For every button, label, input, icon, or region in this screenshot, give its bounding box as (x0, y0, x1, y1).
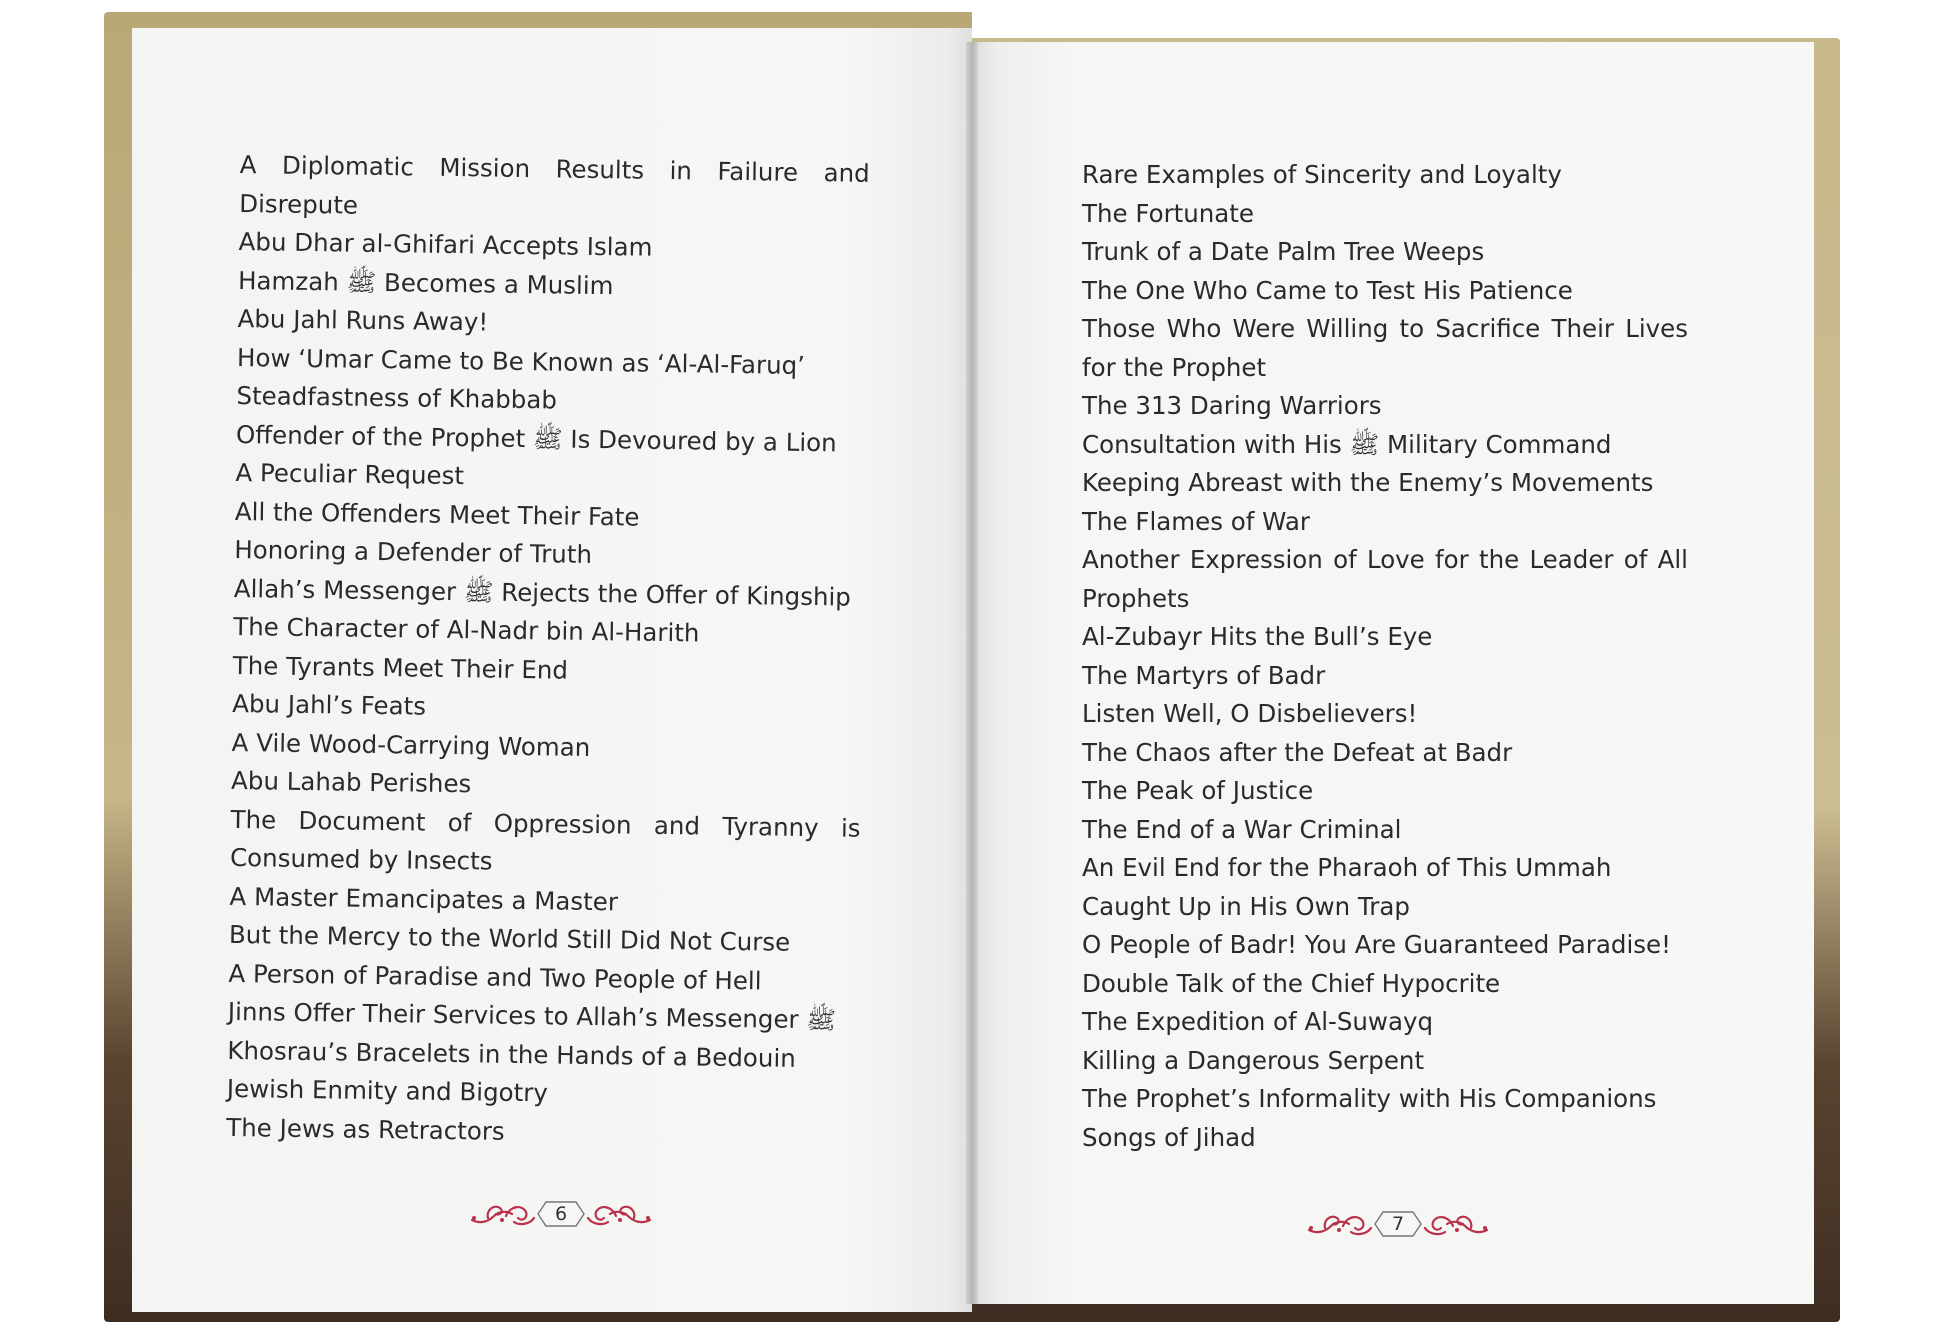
toc-entry: Abu Jahl’s Feats (232, 688, 427, 721)
toc-entry: Jewish Enmity and Bigotry (226, 1073, 549, 1108)
toc-entry: The Fortunate (1082, 198, 1254, 228)
toc-entry: The Peak of Justice (1082, 776, 1314, 805)
toc-entry: The Tyrants Meet Their End (232, 650, 569, 685)
toc-entry: Those Who Were Willing to Sacrifice Their Lives for the Prophet (1082, 314, 1688, 382)
toc-entry: Keeping Abreast with the Enemy’s Movements (1082, 468, 1654, 497)
toc-entry: Honoring a Defender of Truth (234, 534, 593, 569)
toc-entry: How ‘Umar Came to Be Known as ‘Al-Al-Faruq’ (236, 342, 806, 380)
toc-entry: Another Expression of Love for the Leader of All Prophets (1082, 545, 1688, 613)
toc-entry: Abu Dhar al-Ghifari Accepts Islam (238, 226, 653, 262)
toc-entry: The End of a War Criminal (1082, 814, 1402, 844)
toc-entry: The Document of Oppression and Tyranny is Consumed by Insects (229, 804, 861, 876)
toc-entry: Trunk of a Date Palm Tree Weeps (1082, 237, 1485, 266)
toc-entry: Steadfastness of Khabbab (236, 380, 558, 415)
toc-entry: Hamzah ﷺ Becomes a Muslim (237, 265, 614, 300)
toc-entry: Killing a Dangerous Serpent (1082, 1045, 1425, 1075)
toc-entry: A Diplomatic Mission Results in Failure and Disrepute (239, 149, 870, 220)
toc-entry: Allah’s Messenger ﷺ Rejects the Offer of Kingship (233, 573, 852, 612)
toc-entry: The Martyrs of Badr (1082, 660, 1326, 690)
toc-entry: Jinns Offer Their Services to Allah’s Messenger ﷺ (227, 996, 837, 1035)
toc-entry: The One Who Came to Test His Patience (1082, 275, 1573, 305)
toc-entry: Rare Examples of Sincerity and Loyalty (1082, 160, 1562, 189)
toc-entry: The Character of Al-Nadr bin Al-Harith (233, 611, 700, 648)
toc-entry: An Evil End for the Pharaoh of This Ummah (1082, 853, 1612, 882)
toc-entry: But the Mercy to the World Still Did Not Curse (228, 919, 791, 957)
toc-entry: Caught Up in His Own Trap (1082, 891, 1410, 921)
toc-entry: A Vile Wood-Carrying Woman (231, 727, 591, 762)
toc-entry: The 313 Daring Warriors (1082, 391, 1382, 420)
toc-entry: The Flames of War (1082, 506, 1310, 536)
toc-entry: Khosrau’s Bracelets in the Hands of a Bedouin (227, 1035, 796, 1073)
table-of-contents-left (226, 146, 870, 1156)
toc-entry: The Prophet’s Informality with His Companions (1082, 1084, 1657, 1113)
table-of-contents-right (1082, 156, 1688, 1157)
toc-entry: The Expedition of Al-Suwayq (1082, 1007, 1434, 1036)
toc-entry: Double Talk of the Chief Hypocrite (1082, 968, 1501, 998)
toc-entry: Offender of the Prophet ﷺ Is Devoured by a Lion (235, 419, 837, 457)
toc-entry: Abu Jahl Runs Away! (237, 303, 489, 337)
toc-entry: Songs of Jihad (1082, 1122, 1256, 1152)
toc-entry: Abu Lahab Perishes (230, 765, 472, 799)
toc-entry: A Master Emancipates a Master (229, 881, 619, 916)
toc-entry: Listen Well, O Disbelievers! (1082, 699, 1418, 728)
toc-entry: A Person of Paradise and Two People of Hell (228, 958, 762, 995)
page-number: 7 (1391, 1213, 1405, 1235)
toc-entry: O People of Badr! You Are Guaranteed Paradise! (1082, 930, 1671, 959)
page-number-left (466, 1194, 656, 1234)
book-gutter (966, 42, 978, 1304)
toc-entry: Al-Zubayr Hits the Bull’s Eye (1082, 622, 1433, 651)
toc-entry: Consultation with His ﷺ Military Command (1082, 429, 1612, 459)
toc-entry: A Peculiar Request (235, 457, 465, 491)
toc-entry: The Chaos after the Defeat at Badr (1082, 737, 1513, 767)
page-number: 6 (554, 1203, 568, 1225)
toc-entry: All the Offenders Meet Their Fate (234, 496, 640, 532)
toc-entry: The Jews as Retractors (226, 1112, 505, 1146)
page-number-right (1303, 1204, 1493, 1244)
